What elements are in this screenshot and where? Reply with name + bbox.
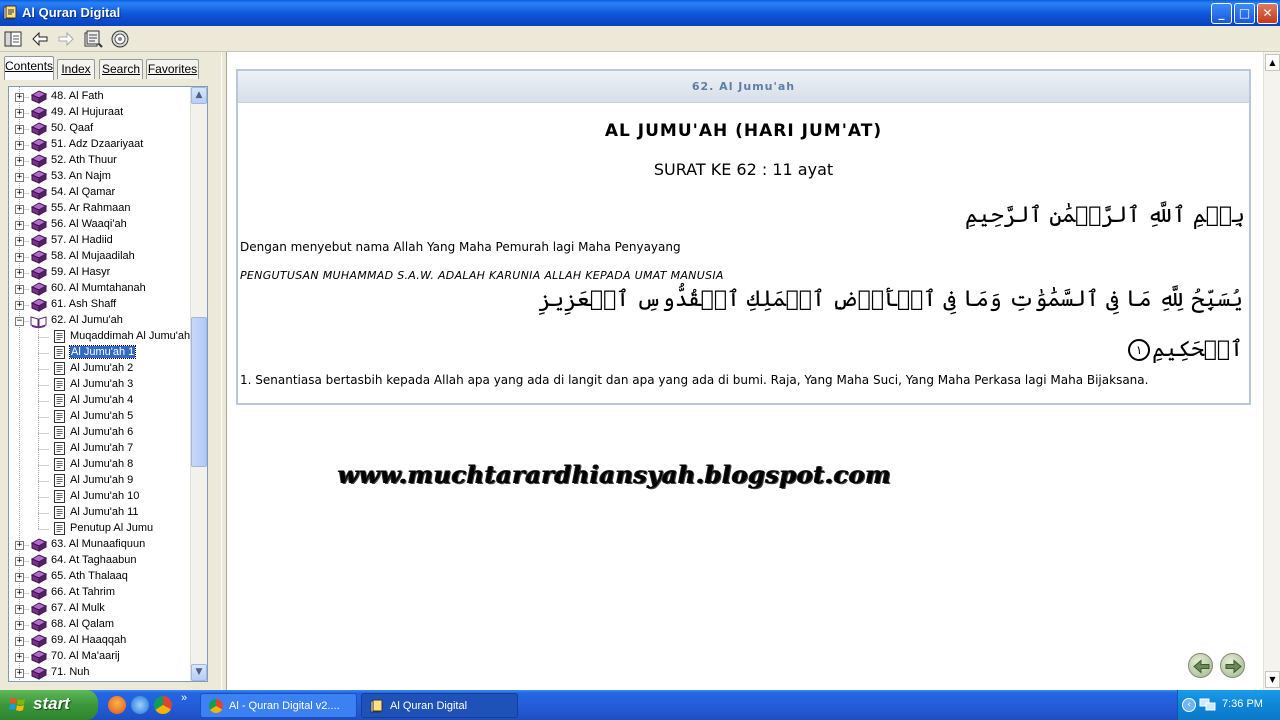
tree-item-label: Al Jumu'ah 8 <box>70 458 134 470</box>
tree-item-surah[interactable] <box>9 665 189 681</box>
scroll-thumb[interactable] <box>191 317 207 467</box>
bismillah-arabic: بِسۡمِ ٱللَّهِ ٱلرَّحۡمَٰنِ ٱلرَّحِيمِ <box>964 203 1245 228</box>
tree-item-label: Al Jumu'ah 7 <box>70 442 134 454</box>
document-page-icon <box>54 346 65 359</box>
document-page-icon <box>54 330 65 343</box>
tree-item-label: 56. Al Waaqi'ah <box>51 218 127 230</box>
ayah-arabic-line1: يُسَبِّحُ لِلَّهِ مَا فِى ٱلسَّمَٰوَٰتِ وَمَا فِى ٱلۡأَرۡضِ ٱلۡمَلِكِ ٱلۡقُدُّوسِ ٱلۡعَزِيزِ <box>538 287 1243 312</box>
tree-item-label: Al Jumu'ah 4 <box>70 394 134 406</box>
taskbar <box>0 690 1280 720</box>
book-icon <box>30 650 47 664</box>
expand-icon[interactable]: + <box>16 540 23 550</box>
book-icon <box>30 586 47 600</box>
expand-icon[interactable]: + <box>16 604 23 614</box>
tree-item-surah[interactable] <box>9 553 189 569</box>
tree-item-page[interactable] <box>9 505 189 521</box>
expand-icon[interactable]: + <box>16 140 23 150</box>
tree-item-page[interactable] <box>9 473 189 489</box>
tree-item-label: Al Jumu'ah 9 <box>70 474 134 486</box>
tree-item-label: 61. Ash Shaff <box>51 298 117 310</box>
tree-item-surah[interactable] <box>9 585 189 601</box>
book-icon <box>30 634 47 648</box>
window-title: Al Quran Digital <box>22 5 121 20</box>
tree-item-label: 53. An Najm <box>51 170 111 182</box>
tree-item-label: 69. Al Haaqqah <box>51 634 127 646</box>
content-scrollbar[interactable] <box>1263 52 1280 690</box>
book-icon <box>30 106 47 120</box>
title-bar[interactable] <box>0 0 1280 26</box>
watermark-url: www.muchtarardhiansyah.blogspot.com <box>338 460 892 489</box>
expand-icon[interactable]: + <box>16 652 23 662</box>
book-icon <box>30 138 47 152</box>
expand-icon[interactable]: + <box>16 236 23 246</box>
collapse-icon[interactable]: − <box>16 316 23 326</box>
tree-item-surah[interactable] <box>9 249 189 265</box>
help-book-icon <box>370 699 384 713</box>
tree-item-label: 64. At Taghaabun <box>51 554 137 566</box>
expand-icon[interactable]: + <box>16 572 23 582</box>
document-page-icon <box>54 362 65 375</box>
book-icon <box>30 234 47 248</box>
book-icon <box>30 666 47 680</box>
tab-favorites[interactable]: Favorites <box>146 59 199 79</box>
expand-icon[interactable]: + <box>16 92 23 102</box>
tree-item-label: 63. Al Munaafiquun <box>51 538 146 550</box>
ayah-arabic-line2-text: ٱلۡحَكِيمِ <box>1152 337 1243 362</box>
tree-item-surah[interactable] <box>9 297 189 313</box>
taskbar-item-browser[interactable] <box>200 693 357 718</box>
surah-panel <box>236 69 1251 405</box>
firefox-icon[interactable] <box>108 696 126 714</box>
tree-item-surah[interactable] <box>9 169 189 185</box>
tree-item-surah[interactable] <box>9 233 189 249</box>
tree-item-label: 57. Al Hadiid <box>51 234 113 246</box>
book-icon <box>30 170 47 184</box>
tree-item-page[interactable] <box>9 377 189 393</box>
cd-icon[interactable] <box>110 29 130 49</box>
minimize-button[interactable]: _ <box>1211 3 1232 24</box>
book-icon <box>30 122 47 136</box>
tree-item-label: Muqaddimah Al Jumu'ah <box>70 330 191 342</box>
tree-item-page[interactable] <box>9 361 189 377</box>
scroll-up-icon[interactable]: ▲ <box>191 87 207 104</box>
tree-item-label: 52. Ath Thuur <box>51 154 117 166</box>
taskbar-item-quran[interactable] <box>361 693 518 718</box>
book-icon <box>30 250 47 264</box>
document-page-icon <box>54 506 65 519</box>
expand-icon[interactable]: + <box>16 220 23 230</box>
tree-item-page[interactable] <box>9 425 189 441</box>
document-page-icon <box>54 458 65 471</box>
expand-icon[interactable]: + <box>16 156 23 166</box>
content-scroll-down-icon[interactable]: ▼ <box>1265 671 1280 688</box>
tab-search[interactable]: Search <box>99 59 143 79</box>
tree-item-surah[interactable] <box>9 217 189 233</box>
scroll-down-icon[interactable]: ▼ <box>191 664 207 681</box>
expand-icon[interactable]: + <box>16 588 23 598</box>
network-icon[interactable] <box>1199 697 1216 713</box>
tree-item-page[interactable] <box>9 409 189 425</box>
content-pane <box>227 52 1263 690</box>
surah-subtitle: SURAT KE 62 : 11 ayat <box>653 160 834 179</box>
document-page-icon <box>54 474 65 487</box>
document-page-icon <box>54 426 65 439</box>
tree-item-label: Al Jumu'ah 2 <box>70 362 134 374</box>
tree-item-label: 68. Al Qalam <box>51 618 114 630</box>
document-page-icon <box>54 394 65 407</box>
section-heading: PENGUTUSAN MUHAMMAD S.A.W. ADALAH KARUNIA ALLAH KEPADA UMAT MANUSIA <box>240 269 724 282</box>
expand-icon[interactable]: + <box>16 204 23 214</box>
tree-item-label: 65. Ath Thalaaq <box>51 570 128 582</box>
expand-icon[interactable]: + <box>16 268 23 278</box>
tree-item-surah[interactable] <box>9 537 189 553</box>
tree-item-label-selected: Al Jumu'ah 1 <box>71 346 135 358</box>
expand-icon[interactable]: + <box>16 172 23 182</box>
tree-item-surah[interactable] <box>9 601 189 617</box>
document-page-icon <box>54 490 65 503</box>
tree-item-surah[interactable] <box>9 121 189 137</box>
tree-item-label: 49. Al Hujuraat <box>51 106 124 118</box>
taskbar-item-label: Al Quran Digital <box>390 700 468 712</box>
book-icon <box>30 282 47 296</box>
book-icon <box>30 602 47 616</box>
tree-item-surah[interactable] <box>9 201 189 217</box>
book-icon <box>30 570 47 584</box>
navigation-pane <box>0 52 221 690</box>
expand-icon[interactable]: + <box>16 252 23 262</box>
tree-item-page[interactable] <box>9 329 189 345</box>
tab-contents[interactable]: Contents <box>4 56 54 80</box>
book-icon <box>30 554 47 568</box>
tree-scrollbar[interactable] <box>190 87 207 681</box>
tree-item-label: 50. Qaaf <box>51 122 94 134</box>
book-icon <box>30 266 47 280</box>
expand-icon[interactable]: + <box>16 556 23 566</box>
clock: 7:36 PM <box>1222 698 1263 710</box>
forward-arrow-icon[interactable] <box>56 29 76 49</box>
expand-icon[interactable]: + <box>16 300 23 310</box>
tree-item-surah[interactable] <box>9 649 189 665</box>
document-page-icon <box>54 442 65 455</box>
book-icon <box>30 90 47 104</box>
tray-expand-icon[interactable]: ‹ <box>1182 698 1196 712</box>
book-icon <box>30 538 47 552</box>
ayah-number-marker: ١ <box>1128 339 1150 361</box>
document-page-icon <box>54 522 65 535</box>
ayah-arabic-line2 <box>1128 337 1243 362</box>
tree-item-surah[interactable] <box>9 313 189 329</box>
tree-item-page[interactable] <box>9 521 189 537</box>
hide-pane-icon[interactable] <box>3 29 23 49</box>
panel-header: 62. Al Jumu'ah <box>238 71 1249 103</box>
document-page-icon <box>54 378 65 391</box>
expand-icon[interactable]: + <box>16 620 23 630</box>
tree-item-surah[interactable] <box>9 617 189 633</box>
tree-item-label: Penutup Al Jumu <box>70 522 154 534</box>
tree-item-label: Al Jumu'ah 3 <box>70 378 134 390</box>
contents-tree[interactable] <box>8 86 208 682</box>
ayah-translation: 1. Senantiasa bertasbih kepada Allah apa yang ada di langit dan apa yang ada di bumi. Raja, Yang Maha Suci, Yang Maha Perkasa lagi Maha Bijaksana. <box>240 373 1149 387</box>
close-button[interactable]: ✕ <box>1257 3 1278 24</box>
expand-icon[interactable]: + <box>16 124 23 134</box>
tree-item-label: 71. Nuh <box>51 666 90 678</box>
tree-item-surah[interactable] <box>9 569 189 585</box>
expand-icon[interactable]: + <box>16 188 23 198</box>
toolbar <box>0 26 1280 52</box>
book-icon <box>30 186 47 200</box>
options-icon[interactable] <box>83 29 103 49</box>
tree-item-label: Al Jumu'ah 5 <box>70 410 134 422</box>
document-page-icon <box>54 410 65 423</box>
tree-item-page[interactable] <box>9 393 189 409</box>
start-label: start <box>33 694 70 713</box>
tree-item-label: 55. Ar Rahmaan <box>51 202 131 214</box>
tree-item-label: 66. At Tahrim <box>51 586 115 598</box>
tree-item-page[interactable] <box>9 345 189 361</box>
tab-index[interactable]: Index <box>57 59 95 79</box>
tree-item-surah[interactable] <box>9 153 189 169</box>
tree-item-surah[interactable] <box>9 185 189 201</box>
tree-item-surah[interactable] <box>9 89 189 105</box>
tree-item-label: 60. Al Mumtahanah <box>51 282 146 294</box>
quicklaunch-overflow[interactable]: » <box>181 692 188 704</box>
tree-item-surah[interactable] <box>9 281 189 297</box>
tree-item-label: 51. Adz Dzaariyaat <box>51 138 144 150</box>
internet-explorer-icon[interactable] <box>131 696 149 714</box>
tree-item-page[interactable] <box>9 489 189 505</box>
back-arrow-icon[interactable] <box>30 29 50 49</box>
book-icon <box>30 218 47 232</box>
next-arrow-icon[interactable] <box>1220 653 1245 678</box>
tree-item-page[interactable] <box>9 441 189 457</box>
book-icon <box>30 202 47 216</box>
app-icon <box>3 5 18 20</box>
system-tray <box>1177 690 1280 720</box>
chrome-icon[interactable] <box>154 696 172 714</box>
tree-item-label: Al Jumu'ah 10 <box>70 490 140 502</box>
expand-icon[interactable]: + <box>16 636 23 646</box>
chrome-icon <box>209 699 223 713</box>
tree-item-label: Al Jumu'ah 11 <box>70 506 139 518</box>
book-icon <box>30 154 47 168</box>
maximize-button[interactable]: □ <box>1234 3 1255 24</box>
tree-item-label: 70. Al Ma'aarij <box>51 650 120 662</box>
tree-item-label: Al Jumu'ah 6 <box>70 426 134 438</box>
tree-item-surah[interactable] <box>9 105 189 121</box>
book-icon <box>30 618 47 632</box>
expand-icon[interactable]: + <box>16 284 23 294</box>
windows-flag-icon <box>9 696 27 714</box>
tree-item-label: 58. Al Mujaadilah <box>51 250 135 262</box>
taskbar-item-label: Al - Quran Digital v2.... <box>229 700 340 712</box>
tree-item-label: 54. Al Qamar <box>51 186 116 198</box>
surah-title: AL JUMU'AH (HARI JUM'AT) <box>604 121 883 141</box>
tree-item-surah[interactable] <box>9 137 189 153</box>
bismillah-translation: Dengan menyebut nama Allah Yang Maha Pemurah lagi Maha Penyayang <box>240 240 681 254</box>
tree-item-surah[interactable] <box>9 265 189 281</box>
open-book-icon <box>30 314 47 328</box>
tree-item-surah[interactable] <box>9 633 189 649</box>
book-icon <box>30 298 47 312</box>
content-scroll-up-icon[interactable]: ▲ <box>1265 54 1280 71</box>
tree-item-label: 62. Al Jumu'ah <box>51 314 123 326</box>
tree-item-page[interactable] <box>9 457 189 473</box>
tree-item-label: 59. Al Hasyr <box>51 266 111 278</box>
expand-icon[interactable]: + <box>16 668 23 678</box>
expand-icon[interactable]: + <box>16 108 23 118</box>
tree-item-label: 67. Al Mulk <box>51 602 105 614</box>
tree-item-label: 48. Al Fath <box>51 90 104 102</box>
start-button[interactable] <box>0 690 98 720</box>
prev-arrow-icon[interactable] <box>1188 653 1213 678</box>
